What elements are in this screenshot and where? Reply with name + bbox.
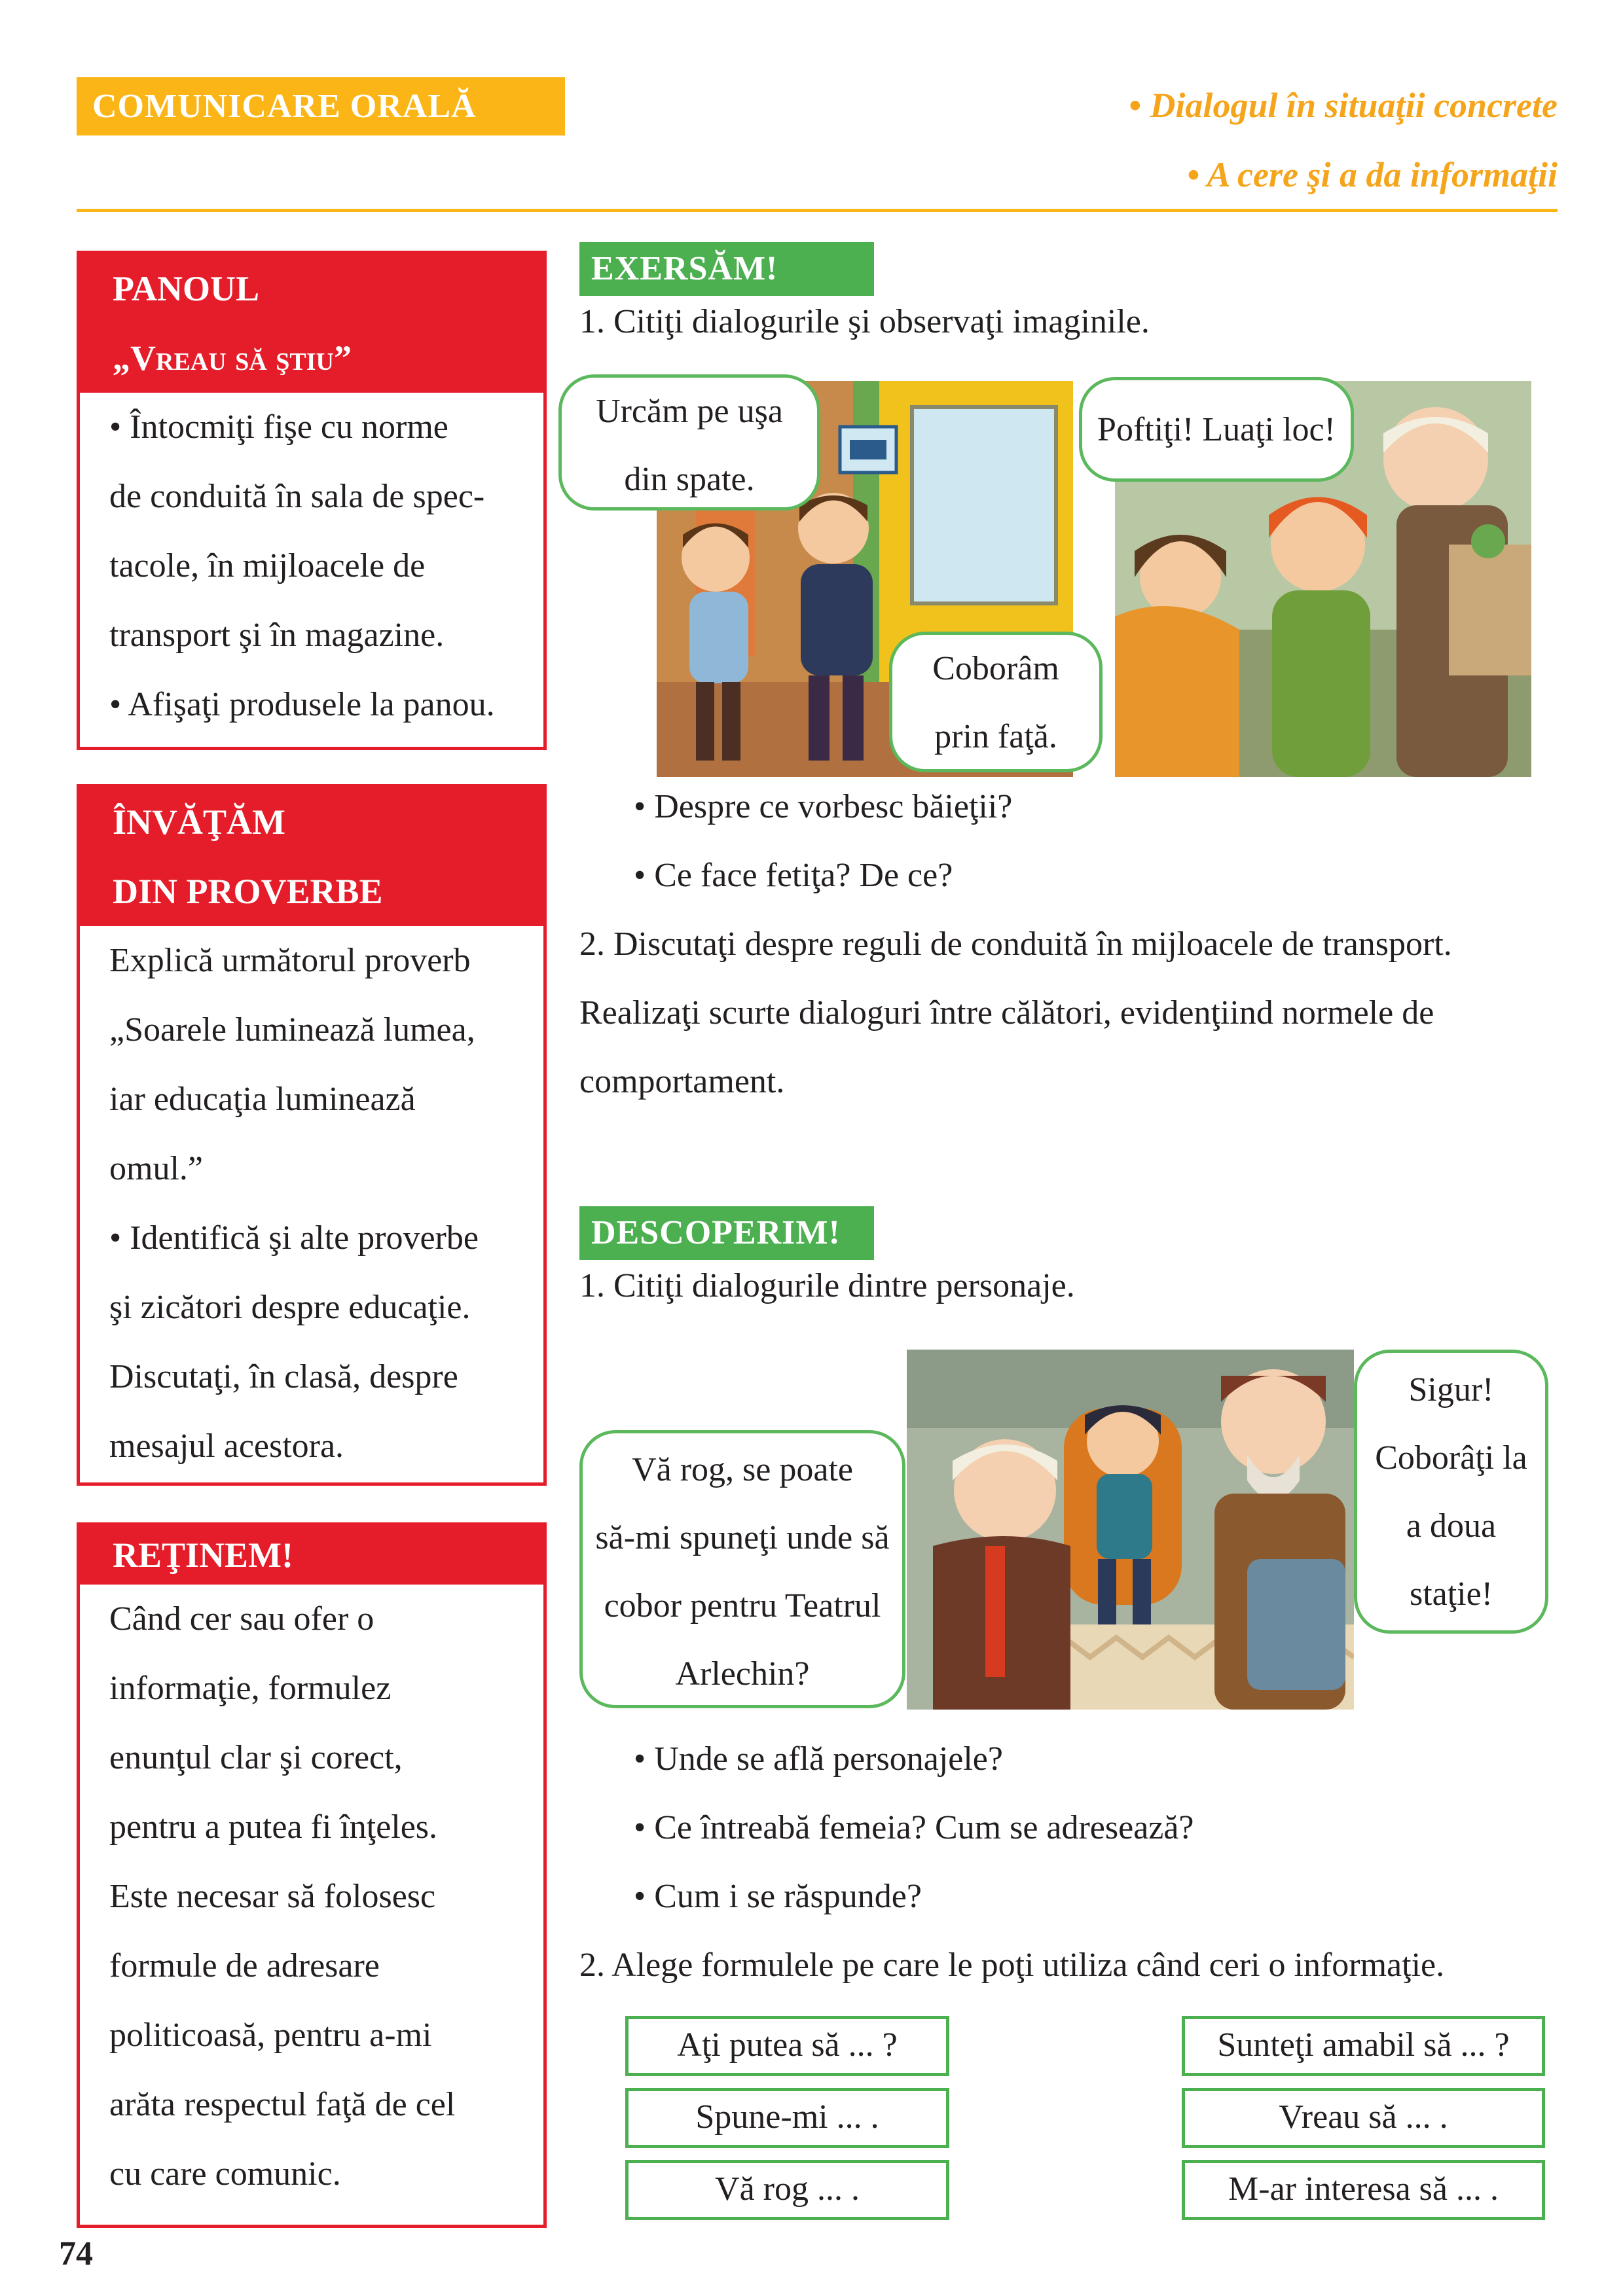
panel-line: enunţul clar şi corect,	[109, 1739, 403, 1776]
panel-body	[80, 1585, 543, 2209]
speech-bubble-poftiti	[1079, 377, 1354, 482]
formula-option[interactable]: Aţi putea să ... ?	[625, 2016, 949, 2076]
speech-bubble-question-woman	[579, 1430, 905, 1708]
question-text: • Cum i se răspunde?	[634, 1878, 922, 1915]
panel-header	[80, 254, 543, 393]
formula-option[interactable]: Spune-mi ... .	[625, 2088, 949, 2148]
task-text: comportament.	[579, 1063, 785, 1100]
bubble-line: să-mi spuneţi unde să	[595, 1519, 890, 1556]
question-text: • Ce face fetiţa? De ce?	[634, 857, 953, 894]
speech-bubble-answer-man	[1354, 1350, 1548, 1634]
panel-line: • Afişaţi produsele la panou.	[109, 686, 495, 723]
bubble-line: din spate.	[624, 461, 755, 498]
bubble-line: Poftiţi! Luaţi loc!	[1097, 411, 1336, 448]
bubble-line: cobor pentru Teatrul	[604, 1587, 881, 1624]
panel-line: de conduită în sala de spec-	[109, 478, 485, 515]
header-divider	[77, 209, 1558, 212]
formula-option[interactable]: Vreau să ... .	[1182, 2088, 1545, 2148]
task-text: Realizaţi scurte dialoguri între călători, evidenţiind normele de	[579, 994, 1434, 1031]
panel-title: REŢINEM!	[113, 1535, 294, 1575]
bubble-line: staţie!	[1409, 1575, 1493, 1613]
panel-line: Explică următorul proverb	[109, 942, 471, 979]
panel-line: iar educaţia luminează	[109, 1081, 416, 1118]
panel-line: tacole, în mijloacele de	[109, 547, 426, 584]
bubble-line: Vă rog, se poate	[632, 1451, 853, 1488]
panel-line: arăta respectul faţă de cel	[109, 2086, 456, 2123]
bubble-line: Coborâţi la	[1375, 1439, 1527, 1477]
section-tag-descoperim: DESCOPERIM!	[579, 1206, 874, 1260]
formula-option[interactable]: M-ar interesa să ... .	[1182, 2160, 1545, 2220]
header-topic-2: • A cere şi a da informaţii	[1187, 155, 1558, 194]
panel-header	[80, 1526, 543, 1585]
section-tag-exersam: EXERSĂM!	[579, 242, 874, 296]
panel-line: informaţie, formulez	[109, 1670, 392, 1707]
panel-retinem	[77, 1522, 547, 2228]
panel-line: politicoasă, pentru a-mi	[109, 2017, 432, 2054]
task-text: 1. Citiţi dialogurile şi observaţi imaginile.	[579, 303, 1150, 340]
header-topic-1: • Dialogul în situaţii concrete	[1129, 86, 1558, 125]
page-number: 74	[59, 2235, 93, 2272]
panel-subtitle: „Vreau să ştiu”	[113, 338, 352, 378]
panel-line: mesajul acestora.	[109, 1427, 344, 1465]
panel-line: „Soarele luminează lumea,	[109, 1011, 475, 1049]
panel-line: pentru a putea fi înţeles.	[109, 1808, 438, 1846]
panel-line: Este necesar să folosesc	[109, 1878, 436, 1915]
panel-line: • Întocmiţi fişe cu norme	[109, 408, 448, 446]
illustration-tram-passengers	[907, 1350, 1354, 1710]
bubble-line: Arlechin?	[675, 1655, 810, 1693]
panel-subtitle: DIN PROVERBE	[113, 872, 383, 911]
speech-bubble-urcam	[558, 374, 820, 511]
panel-vreau-sa-stiu	[77, 251, 547, 750]
task-text: 1. Citiţi dialogurile dintre personaje.	[579, 1267, 1075, 1304]
panel-line: cu care comunic.	[109, 2155, 341, 2193]
panel-line: şi zicători despre educaţie.	[109, 1289, 471, 1326]
panel-body	[80, 393, 543, 740]
panel-title: ÎNVĂŢĂM	[113, 802, 285, 842]
bubble-line: Coborâm	[932, 650, 1059, 687]
bubble-line: Urcăm pe uşa	[596, 393, 783, 430]
panel-invatam-din-proverbe	[77, 784, 547, 1486]
section-tag-comunicare-orala: COMUNICARE ORALĂ	[77, 77, 565, 135]
speech-bubble-coboram	[889, 632, 1103, 772]
question-text: • Ce întreabă femeia? Cum se adresează?	[634, 1809, 1194, 1846]
panel-line: omul.”	[109, 1150, 203, 1187]
bubble-line: Sigur!	[1408, 1371, 1494, 1408]
panel-body	[80, 926, 543, 1481]
bubble-line: a doua	[1406, 1507, 1497, 1545]
panel-header	[80, 787, 543, 926]
panel-line: Discutaţi, în clasă, despre	[109, 1358, 458, 1395]
formula-option[interactable]: Vă rog ... .	[625, 2160, 949, 2220]
panel-line: formule de adresare	[109, 1947, 380, 1984]
panel-line: transport şi în magazine.	[109, 617, 445, 654]
panel-title: PANOUL	[113, 269, 259, 308]
panel-line: • Identifică şi alte proverbe	[109, 1219, 479, 1257]
panel-line: Când cer sau ofer o	[109, 1600, 374, 1638]
formula-option[interactable]: Sunteţi amabil să ... ?	[1182, 2016, 1545, 2076]
task-text: 2. Alege formulele pe care le poţi utiliza când ceri o informaţie.	[579, 1946, 1445, 1984]
task-text: 2. Discutaţi despre reguli de conduită în mijloacele de transport.	[579, 925, 1452, 963]
bubble-line: prin faţă.	[934, 718, 1057, 755]
question-text: • Unde se află personajele?	[634, 1740, 1003, 1778]
question-text: • Despre ce vorbesc băieţii?	[634, 788, 1013, 825]
